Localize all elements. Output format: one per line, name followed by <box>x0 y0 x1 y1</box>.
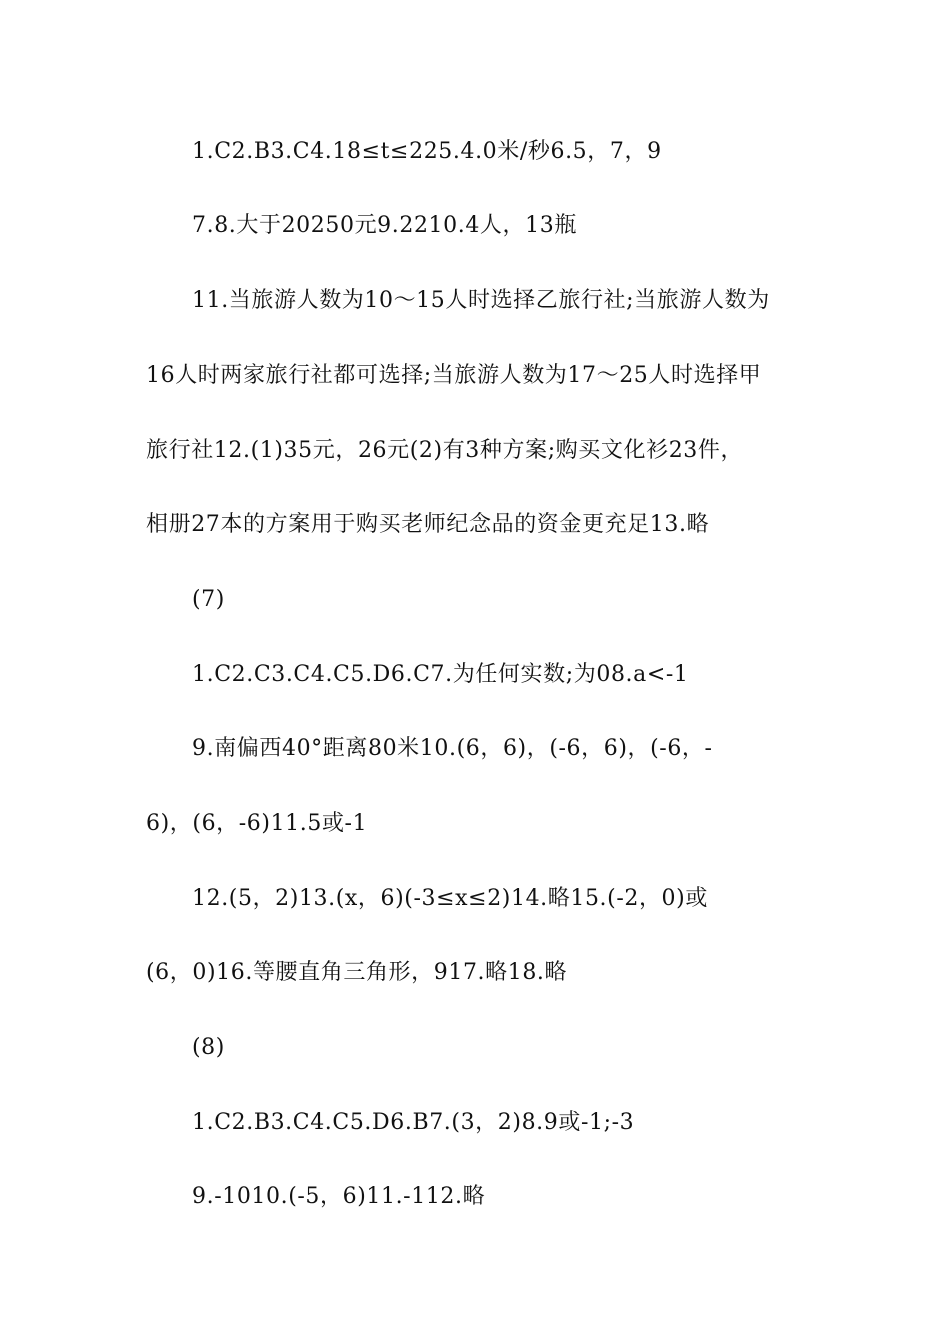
text-line: 1.C2.C3.C4.C5.D6.C7.为任何实数;为08.a<-1 <box>192 662 689 687</box>
text-line: 9.-1010.(-5，6)11.-112.略 <box>192 1184 486 1209</box>
text-line: 11.当旅游人数为10～15人时选择乙旅行社;当旅游人数为 <box>192 288 770 313</box>
text-line: 9.南偏西40°距离80米10.(6，6)，(-6，6)，(-6，- <box>192 736 713 761</box>
section-heading: (7) <box>192 587 225 612</box>
text-line: 旅行社12.(1)35元，26元(2)有3种方案;购买文化衫23件， <box>146 438 744 463</box>
text-line: 6)，(6，-6)11.5或-1 <box>146 811 368 836</box>
text-line: 12.(5，2)13.(x，6)(-3≤x≤2)14.略15.(-2，0)或 <box>192 886 708 911</box>
text-line: 1.C2.B3.C4.18≤t≤225.4.0米/秒6.5，7，9 <box>192 139 662 164</box>
text-line: 相册27本的方案用于购买老师纪念品的资金更充足13.略 <box>146 512 710 537</box>
section-heading: (8) <box>192 1035 225 1060</box>
text-line: 16人时两家旅行社都可选择;当旅游人数为17～25人时选择甲 <box>146 363 762 388</box>
text-line: 7.8.大于20250元9.2210.4人，13瓶 <box>192 213 577 238</box>
text-line: (6，0)16.等腰直角三角形，917.略18.略 <box>146 960 568 985</box>
text-line: 1.C2.B3.C4.C5.D6.B7.(3，2)8.9或-1;-3 <box>192 1110 635 1135</box>
